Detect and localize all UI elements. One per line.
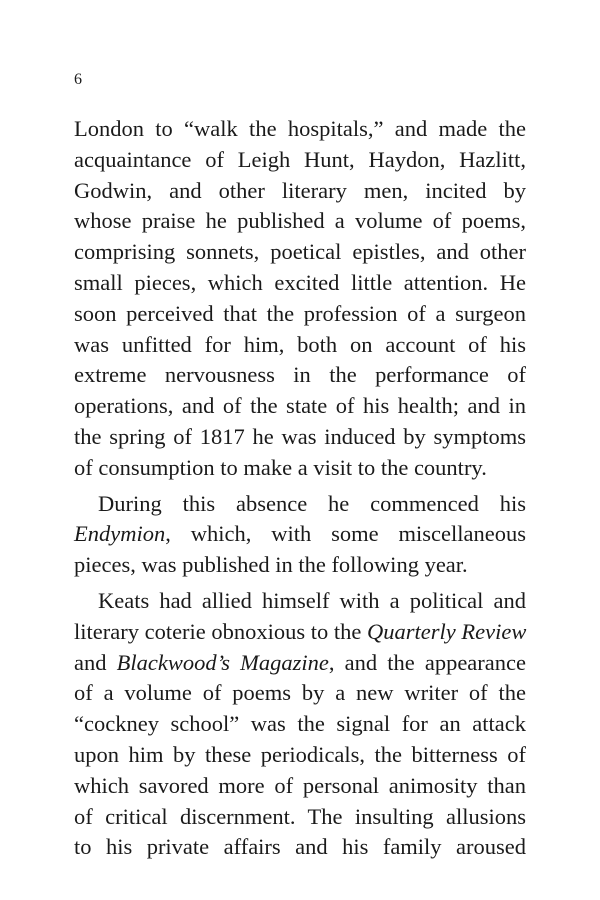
- text-line: [74, 771, 526, 802]
- text-segment: operations, and of the state of his health; and in: [74, 393, 526, 419]
- text-segment: the spring of 1817 he was induced by symptoms: [74, 423, 526, 449]
- text-segment: , which, with some miscellaneous: [165, 521, 526, 547]
- text-segment: to his private affairs and his family aroused: [74, 834, 526, 860]
- text-line: [74, 648, 526, 679]
- text-segment: was unfitted for him, both on account of his: [74, 331, 526, 357]
- text-line: [74, 114, 526, 145]
- text-line: [74, 802, 526, 833]
- text-line: [74, 740, 526, 771]
- text-segment: Godwin, and other literary men, incited by: [74, 177, 526, 203]
- text-segment: pieces, was published in the following year.: [74, 552, 468, 578]
- text-line: [74, 268, 526, 299]
- text-segment: soon perceived that the profession of a surgeon: [74, 300, 526, 326]
- text-segment: whose praise he published a volume of poems,: [74, 208, 526, 234]
- text-segment: During this absence he commenced his: [98, 490, 526, 516]
- text-line: [74, 453, 526, 484]
- page-number: 6: [74, 71, 82, 88]
- italic-title: Endymion: [74, 521, 166, 547]
- text-segment: which savored more of personal animosity than: [74, 772, 526, 798]
- text-segment: literary coterie obnoxious to the: [74, 618, 368, 644]
- text-line: [74, 550, 526, 581]
- text-line: [74, 586, 526, 617]
- text-segment: London to “walk the hospitals,” and made the: [74, 116, 526, 141]
- text-segment: comprising sonnets, poetical epistles, and other: [74, 239, 526, 265]
- text-line: [74, 360, 526, 391]
- text-line: [74, 176, 526, 207]
- italic-title: Quarterly Review: [367, 618, 527, 644]
- text-segment: Keats had allied himself with a political and: [98, 587, 526, 613]
- text-line: [74, 206, 526, 237]
- text-line: [74, 617, 526, 648]
- text-line: [74, 678, 526, 709]
- text-segment: of a volume of poems by a new writer of the: [74, 680, 526, 706]
- text-line: [74, 832, 526, 863]
- text-line: [74, 709, 526, 740]
- text-segment: small pieces, which excited little attention. He: [74, 269, 526, 295]
- text-line: [74, 330, 526, 361]
- text-segment: of critical discernment. The insulting allusions: [74, 803, 526, 829]
- text-segment: acquaintance of Leigh Hunt, Haydon, Hazlitt,: [74, 146, 526, 172]
- text-segment: upon him by these periodicals, the bitterness of: [74, 741, 526, 767]
- text-segment: “cockney school” was the signal for an attack: [74, 711, 526, 737]
- text-line: [74, 489, 526, 520]
- body-text: [74, 114, 526, 863]
- paragraph: [74, 586, 526, 863]
- text-line: [74, 237, 526, 268]
- text-segment: and: [74, 649, 117, 675]
- text-line: [74, 145, 526, 176]
- text-segment: of consumption to make a visit to the country.: [74, 454, 487, 480]
- text-line: [74, 299, 526, 330]
- paragraph: [74, 114, 526, 484]
- text-segment: extreme nervousness in the performance of: [74, 362, 526, 388]
- text-line: [74, 391, 526, 422]
- text-line: [74, 422, 526, 453]
- italic-title: Blackwood’s Magazine: [116, 649, 329, 675]
- text-segment: , and the appearance: [328, 649, 526, 675]
- paragraph: [74, 489, 526, 581]
- text-line: [74, 519, 526, 550]
